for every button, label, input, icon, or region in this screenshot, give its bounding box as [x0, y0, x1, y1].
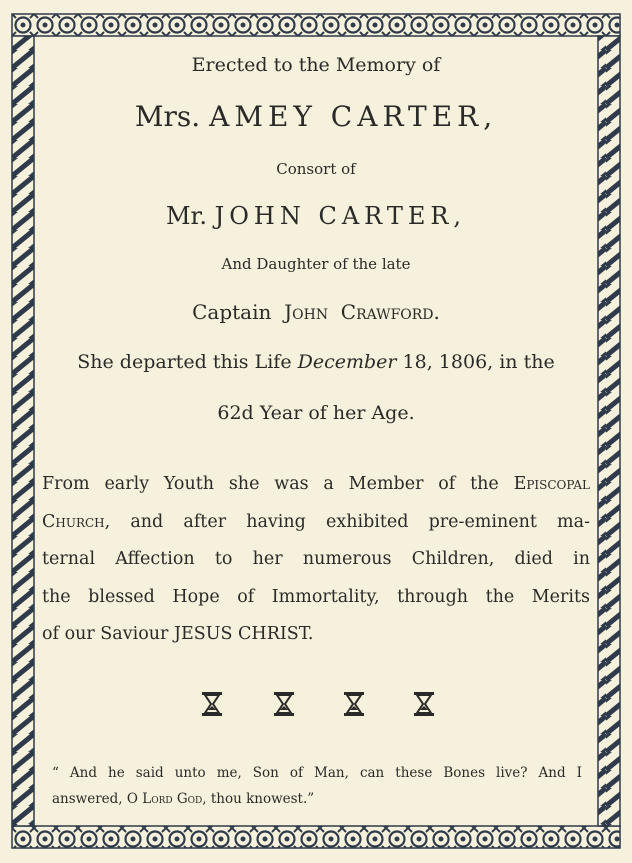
- consort-line: [38, 160, 594, 178]
- husband-prefix: Mr.: [165, 202, 207, 230]
- father-first-name: John: [284, 300, 329, 324]
- consort-text: Consort of: [276, 160, 356, 178]
- daughter-line: [38, 255, 594, 273]
- deceased-name: AMEY CARTER,: [209, 100, 498, 133]
- father-last-name: Crawford.: [340, 300, 440, 324]
- age-line: [38, 402, 594, 424]
- name-line: [38, 100, 594, 133]
- quote-line-2-end: , thou knowest.”: [202, 791, 315, 807]
- paragraph-line-3: [42, 541, 590, 579]
- erected-line: [38, 54, 594, 76]
- paragraph-line-5: [42, 616, 590, 654]
- hourglass-ornament-4: [414, 692, 434, 716]
- memorial-text: [38, 38, 594, 824]
- husband-name: JOHN CARTER,: [214, 202, 467, 230]
- jesus-christ-text: JESUS CHRIST.: [173, 624, 314, 644]
- paragraph-line-3-text: ternal Affection to her numerous Children, died in: [42, 549, 590, 569]
- paragraph-line-2-text: , and after having exhibited pre-eminent ma-: [104, 511, 590, 532]
- age-text: 62d Year of her Age.: [217, 402, 415, 424]
- departed-line: [38, 351, 594, 373]
- hourglass-ornament-1: [202, 692, 222, 716]
- paragraph-line-2: [42, 504, 590, 542]
- hourglass-ornament-2: [274, 692, 294, 716]
- paragraph-line-1-text: From early Youth she was a Member of the: [42, 474, 499, 494]
- paragraph-line-5-text: of our Saviour: [42, 624, 169, 644]
- hourglass-ornament-3: [344, 692, 364, 716]
- quote-line-2-text: answered, O: [52, 791, 138, 807]
- quote-line-1-text: “ And he said unto me, Son of Man, can these Bones live? And I: [52, 765, 582, 781]
- church-word: Church: [42, 511, 105, 532]
- erected-text: Erected to the Memory of: [191, 54, 441, 76]
- ornament-row: [38, 692, 594, 716]
- departed-text: She departed this Life: [77, 351, 292, 373]
- departed-date-year: 18, 1806, in the: [402, 351, 555, 373]
- paragraph-line-4-text: the blessed Hope of Immortality, through the Merits: [42, 586, 590, 607]
- paragraph-line-1: [42, 466, 590, 504]
- daughter-text: And Daughter of the late: [221, 255, 411, 273]
- paragraph-line-4: [42, 579, 590, 617]
- father-rank: Captain: [192, 300, 272, 324]
- scripture-quote: [52, 760, 582, 812]
- name-prefix: Mrs.: [134, 100, 201, 133]
- husband-line: [38, 202, 594, 230]
- quote-line-2: [52, 786, 582, 812]
- episcopal-word: Episcopal: [513, 474, 590, 494]
- departed-month: December: [297, 351, 397, 373]
- quote-line-1: [52, 760, 582, 786]
- father-line: [38, 300, 594, 324]
- biography-paragraph: [42, 466, 590, 654]
- lord-god-text: Lord God: [142, 791, 203, 807]
